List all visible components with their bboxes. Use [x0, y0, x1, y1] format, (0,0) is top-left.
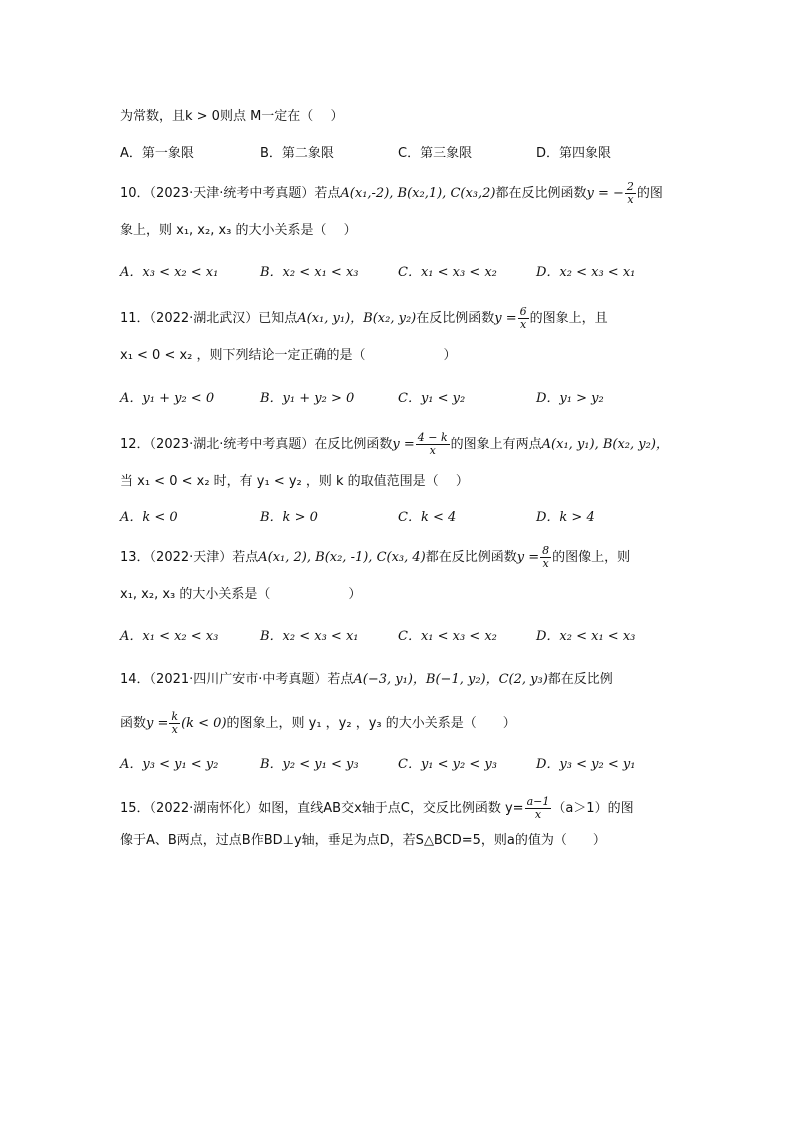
q12-option-c[interactable]: C．k < 4 [398, 510, 457, 525]
q15-stem-line2 [120, 832, 606, 850]
q9-option-d[interactable]: D．第四象限 [536, 146, 612, 161]
q11-frac-num: 6 [519, 305, 527, 318]
q14-option-b[interactable]: B．y₂ < y₁ < y₃ [260, 757, 359, 772]
q13-frac-num: 8 [542, 544, 550, 557]
q12-eq: y = [392, 437, 415, 452]
q12-frac-den: x [429, 444, 436, 457]
q14-frac-num: k [171, 710, 179, 723]
q9-option-c[interactable]: C．第三象限 [398, 146, 473, 161]
q9-option-a[interactable]: A．第一象限 [120, 146, 194, 161]
q11-point-b: B(x₂, y₂) [363, 311, 417, 326]
q14-option-a[interactable]: A．y₃ < y₁ < y₂ [120, 757, 219, 772]
q12-prefix: 12．（2023·湖北·统考中考真题）在反比例函数 [120, 437, 393, 452]
q14-frac-den: x [171, 723, 178, 736]
q14-points: A(−3, y₁)，B(−1, y₂)，C(2, y₃) [353, 672, 548, 687]
q13-line2: x₁, x₂, x₃ 的大小关系是（ ） [120, 587, 362, 602]
q10-stem-line1 [120, 181, 663, 206]
q14-line2-post: 的图象上，则 y₁ ，y₂ ，y₃ 的大小关系是（ ） [226, 716, 516, 731]
q10-option-c[interactable]: C．x₁ < x₃ < x₂ [398, 265, 497, 280]
q12-frac-num: 4 − k [417, 431, 448, 444]
q14-stem-line2 [120, 711, 516, 736]
q13-prefix: 13．（2022·天津）若点 [120, 550, 259, 565]
q10-mid: 都在反比例函数 [495, 186, 587, 201]
q11-frac-den: x [520, 318, 527, 331]
q13-eq: y = [516, 550, 540, 565]
q14-option-d[interactable]: D．y₃ < y₂ < y₁ [536, 757, 636, 772]
q10-eq: y = − [586, 186, 624, 201]
q13-points: A(x₁, 2), B(x₂, -1), C(x₃, 4) [258, 550, 426, 565]
q15-fraction [525, 796, 552, 821]
q11-stem-line2 [120, 347, 457, 365]
q12-post: 的图象上有两点 [450, 437, 542, 452]
q12-fraction [416, 432, 450, 457]
q11-mid: 在反比例函数 [416, 311, 495, 326]
q13-post: 的图像上，则 [552, 550, 631, 565]
q14-line2-pre: 函数 [120, 716, 147, 731]
q11-option-d[interactable]: D．y₁ > y₂ [536, 391, 604, 406]
q12-option-a[interactable]: A．k < 0 [120, 510, 178, 525]
q10-line2: 象上，则 x₁, x₂, x₃ 的大小关系是（ ） [120, 223, 357, 238]
q13-option-a[interactable]: A．x₁ < x₂ < x₃ [120, 629, 219, 644]
q13-stem-line2 [120, 586, 361, 604]
q14-eq: y = [146, 716, 169, 731]
q14-stem-line1 [120, 671, 613, 689]
q9-option-b[interactable]: B．第二象限 [260, 146, 334, 161]
q11-post: 的图象上，且 [529, 311, 608, 326]
q11-stem-line1 [120, 306, 608, 331]
q15-post: （a＞1）的图 [552, 801, 634, 816]
q11-line2: x₁ < 0 < x₂ ，则下列结论一定正确的是（ ） [120, 348, 457, 363]
q15-frac-den: x [534, 808, 542, 821]
q10-option-b[interactable]: B．x₂ < x₁ < x₃ [260, 265, 359, 280]
q10-option-d[interactable]: D．x₂ < x₃ < x₁ [536, 265, 636, 280]
q11-fraction [518, 306, 529, 331]
q10-option-a[interactable]: A．x₃ < x₂ < x₁ [120, 265, 219, 280]
q13-stem-line1 [120, 545, 630, 570]
q14-cond: (k < 0) [181, 716, 227, 731]
q13-option-b[interactable]: B．x₂ < x₃ < x₁ [260, 629, 359, 644]
q10-frac-num: 2 [626, 180, 634, 193]
q9-stem-tail [120, 108, 343, 126]
q10-prefix: 10．（2023·天津·统考中考真题）若点 [120, 186, 341, 201]
q11-prefix: 11．（2022·湖北武汉）已知点 [120, 311, 298, 326]
q13-mid: 都在反比例函数 [425, 550, 517, 565]
q12-option-b[interactable]: B．k > 0 [260, 510, 318, 525]
q10-points: A(x₁,-2), B(x₂,1), C(x₃,2) [340, 186, 496, 201]
q14-option-c[interactable]: C．y₁ < y₂ < y₃ [398, 757, 497, 772]
q11-option-c[interactable]: C．y₁ < y₂ [398, 391, 466, 406]
q13-option-c[interactable]: C．x₁ < x₃ < x₂ [398, 629, 497, 644]
q13-frac-den: x [542, 557, 549, 570]
q12-option-d[interactable]: D．k > 4 [536, 510, 595, 525]
q11-option-b[interactable]: B．y₁ + y₂ > 0 [260, 391, 355, 406]
q9-stem-text: 为常数，且k > 0则点 M一定在（ ） [120, 109, 344, 124]
q13-option-d[interactable]: D．x₂ < x₁ < x₃ [536, 629, 636, 644]
q15-prefix: 15．（2022·湖南怀化）如图，直线AB交x轴于点C，交反比例函数 y= [120, 801, 524, 816]
q14-post: 都在反比例 [547, 672, 613, 687]
q10-stem-line2 [120, 222, 357, 240]
q11-point-a: A(x₁, y₁)， [297, 311, 364, 326]
q15-line2: 像于A、B两点，过点B作BD⊥y轴，垂足为点D，若S△BCD=5，则a的值为（ ） [120, 833, 606, 848]
q10-fraction [625, 181, 636, 206]
q12-stem-line2 [120, 473, 469, 491]
q12-stem-line1 [120, 432, 669, 457]
q10-frac-den: x [627, 193, 634, 206]
q11-eq: y = [494, 311, 517, 326]
q10-post: 的图 [636, 186, 663, 201]
q14-prefix: 14．（2021·四川广安市·中考真题）若点 [120, 672, 354, 687]
q12-points: A(x₁, y₁), B(x₂, y₂)， [541, 437, 669, 452]
q12-line2: 当 x₁ < 0 < x₂ 时，有 y₁ < y₂ ，则 k 的取值范围是（ ） [120, 474, 469, 489]
q15-frac-num: a−1 [526, 795, 550, 808]
q13-fraction [540, 545, 551, 570]
q11-option-a[interactable]: A．y₁ + y₂ < 0 [120, 391, 215, 406]
q14-fraction [169, 711, 180, 736]
q15-stem-line1 [120, 796, 634, 821]
